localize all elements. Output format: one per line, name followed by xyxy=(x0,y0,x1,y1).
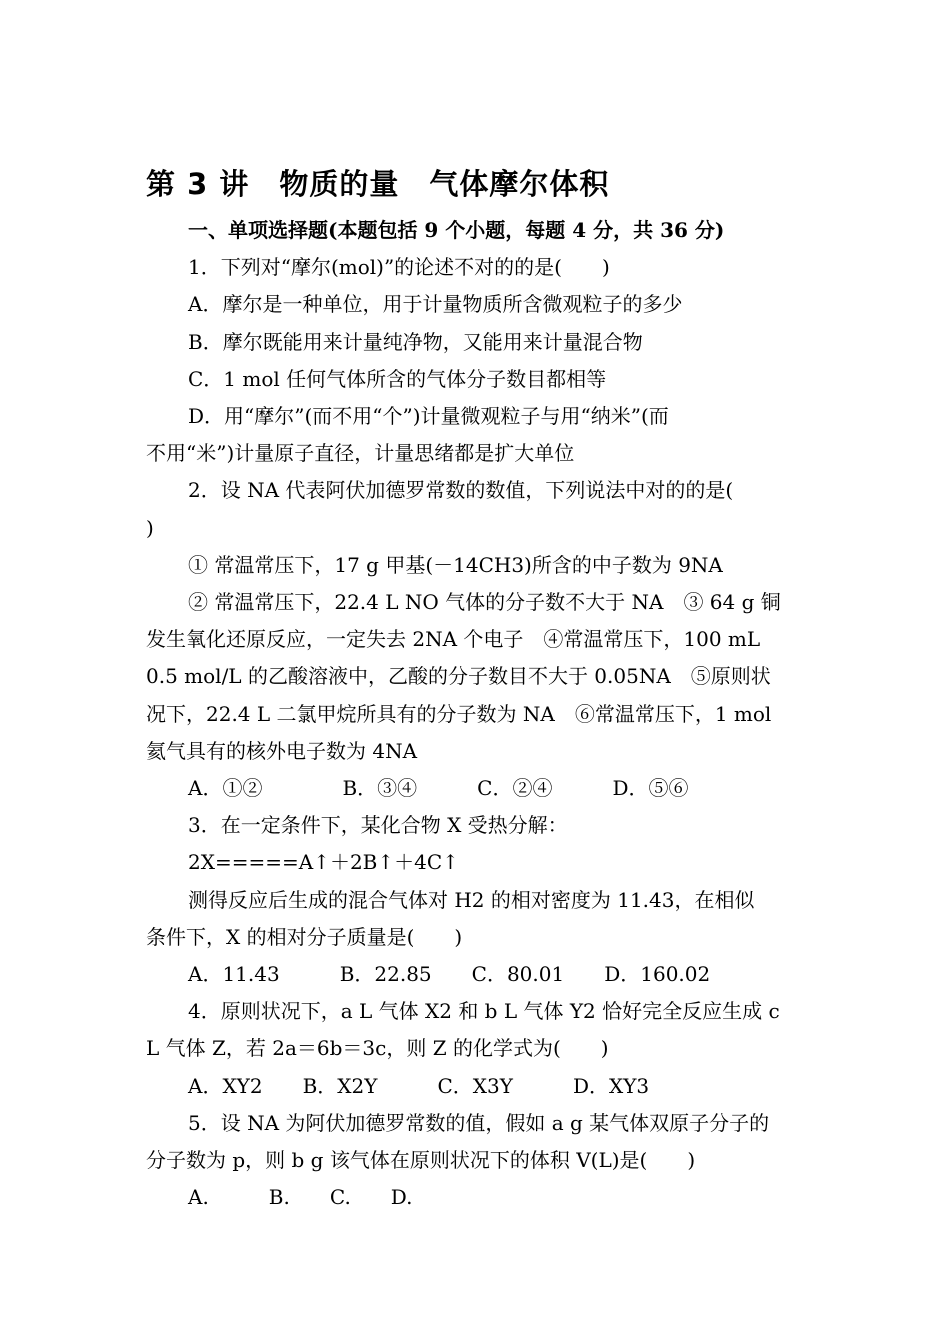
text-line: ) xyxy=(146,515,154,540)
text-line: ② 常温常压下，22.4 L NO 气体的分子数不大于 NA ③ 64 g 铜 xyxy=(188,590,781,615)
text-line: A．11.43 B．22.85 C．80.01 D．160.02 xyxy=(188,962,711,987)
document-page xyxy=(146,160,810,1216)
text-line: A．摩尔是一种单位，用于计量物质所含微观粒子的多少 xyxy=(188,292,683,317)
text-line: A．①② B．③④ C．②④ D．⑤⑥ xyxy=(188,776,689,801)
text-line: C．1 mol 任何气体所含的气体分子数目都相等 xyxy=(188,366,607,391)
text-line: 不用“米”)计量原子直径，计量思绪都是扩大单位 xyxy=(146,441,575,466)
text-line: 2X=====A↑＋2B↑＋4C↑ xyxy=(188,850,459,875)
text-line: B．摩尔既能用来计量纯净物，又能用来计量混合物 xyxy=(188,329,643,354)
text-line: 3．在一定条件下，某化合物 X 受热分解： xyxy=(188,813,568,838)
text-line: A．XY2 B．X2Y C．X3Y D．XY3 xyxy=(188,1073,650,1098)
text-line: 氦气具有的核外电子数为 4NA xyxy=(146,738,418,763)
page-title: 第 3 讲 物质的量 气体摩尔体积 xyxy=(146,167,610,201)
text-line: 0.5 mol/L 的乙酸溶液中，乙酸的分子数目不大于 0.05NA ⑤原则状 xyxy=(146,664,771,689)
text-line: L 气体 Z，若 2a＝6b＝3c，则 Z 的化学式为( ) xyxy=(146,1036,609,1061)
text-line: ① 常温常压下，17 g 甲基(－14CH3)所含的中子数为 9NA xyxy=(188,552,723,577)
text-line: 发生氧化还原反应，一定失去 2NA 个电子 ④常温常压下，100 mL xyxy=(146,627,761,652)
text-line: 条件下，X 的相对分子质量是( ) xyxy=(146,924,463,949)
text-line: D．用“摩尔”(而不用“个”)计量微观粒子与用“纳米”(而 xyxy=(188,404,669,429)
document-body xyxy=(146,212,810,1216)
text-line: A. B. C. D. xyxy=(188,1185,413,1210)
text-line: 2．设 NA 代表阿伏加德罗常数的数值，下列说法中对的的是( xyxy=(188,478,734,503)
text-line: 况下，22.4 L 二氯甲烷所具有的分子数为 NA ⑥常温常压下，1 mol xyxy=(146,701,772,726)
text-line: 分子数为 p，则 b g 该气体在原则状况下的体积 V(L)是( ) xyxy=(146,1148,696,1173)
text-line: 4．原则状况下，a L 气体 X2 和 b L 气体 Y2 恰好完全反应生成 c xyxy=(188,999,780,1024)
text-line: 一、单项选择题(本题包括 9 个小题，每题 4 分，共 36 分) xyxy=(188,218,725,242)
text-line: 1．下列对“摩尔(mol)”的论述不对的的是( ) xyxy=(188,255,610,280)
text-line: 测得反应后生成的混合气体对 H2 的相对密度为 11.43，在相似 xyxy=(188,887,755,912)
text-line: 5．设 NA 为阿伏加德罗常数的值，假如 a g 某气体双原子分子的 xyxy=(188,1110,770,1135)
